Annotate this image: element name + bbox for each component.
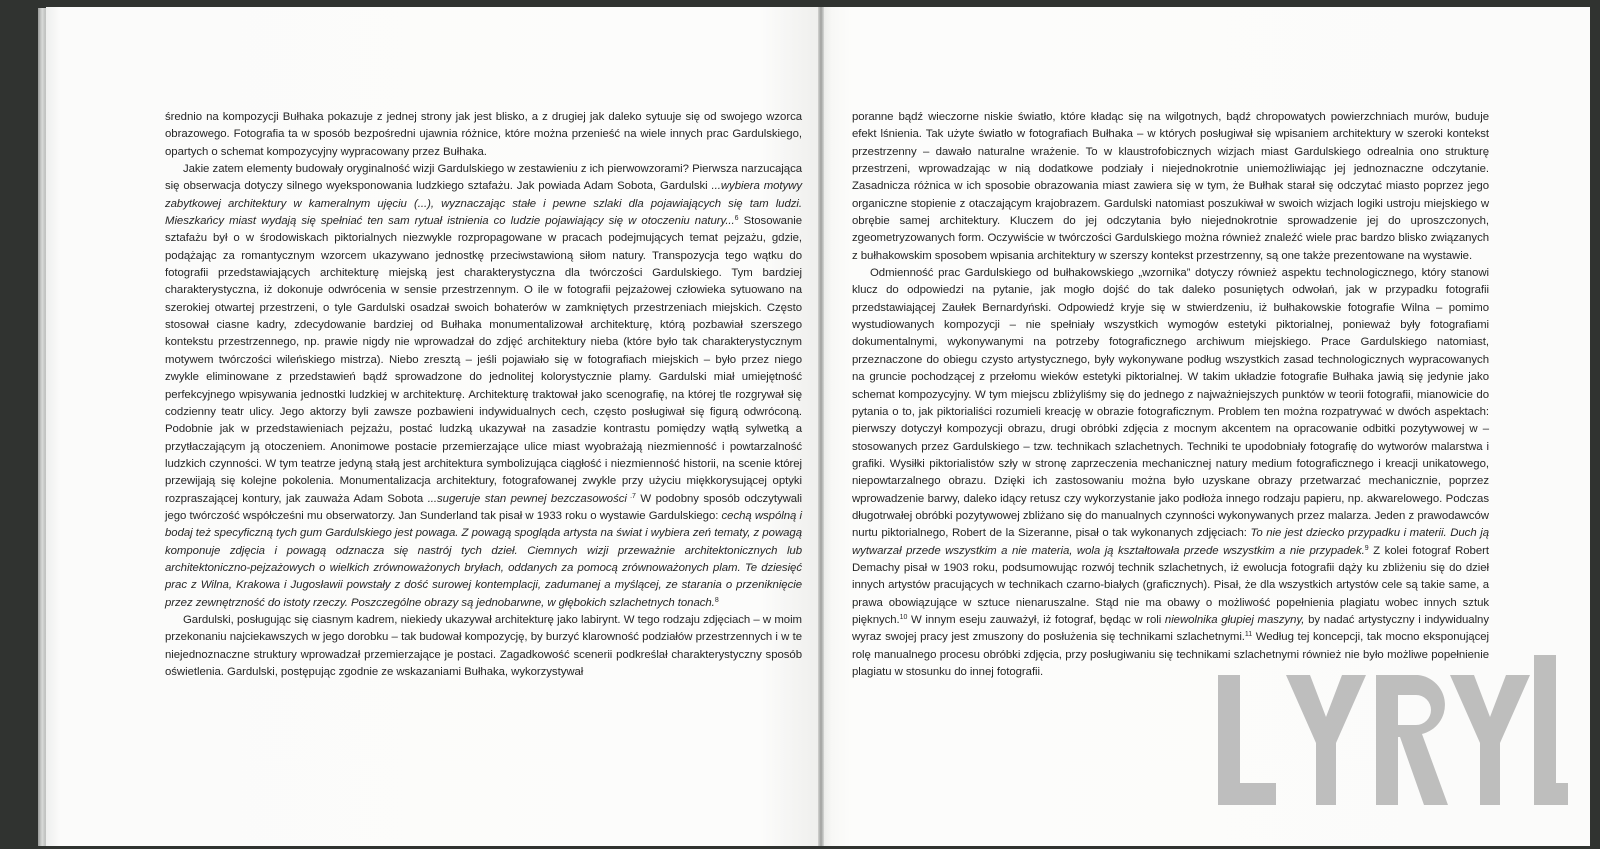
right-page-body-text (852, 109, 1489, 681)
footnote-marker: 8 (714, 596, 719, 604)
footnote-marker: 10 (899, 613, 908, 621)
quoted-text: ...sugeruje stan pewnej bezczasowości (427, 492, 627, 505)
text-run: Odmienność prac Gardulskiego od bułhakowskiego „wzornika” dotyczy również aspektu technologicznego, który stanowi klucz do odpowiedzi na pytanie, jak mogło dojść do tak daleko posuniętych odwołań, jak w przypadku fotografii przedstawiającej Zaułek Bernardyński. Odpowiedź kryje się w stwierdzeniu, iż bułhakowskie fotografie Wilna – pomimo wystudiowanych kompozycji – nie spełniały wszystkich wymogów estetyki piktorialnej, ponieważ były fotografiami dokumentalnymi, wykonywanymi na potrzeby fotograficznego archiwum miejskiego. Prace Gardulskiego natomiast, przeznaczone do obiegu czysto artystycznego, były wykonywane podług wszystkich zasad technologicznych wypracowanych na gruncie pochodzącej z przełomu wieków estetyki piktorialnej. W takim układzie fotografie Bułhaka jawią się jedynie jako schemat kompozycyjny. W tym miejscu zbliżyliśmy się do jednego z najważniejszych punktów w teorii fotografii, mianowicie do pytania o to, jak piktorialiści rozumieli kreację w obrazie fotograficznym. Problem ten można rozpatrywać w dwóch aspektach: pierwszy dotyczył kompozycji obrazu, drugi obróbki zdjęcia z mocnym akcentem na opracowanie odbitki pozytywowej w – stosowanych przez Gardulskiego – tzw. technikach szlachetnych. Techniki te upodobniały fotografię do wytworów malarstwa i grafiki. Wysiłki piktorialistów szły w stronę zaprzeczenia mechanicznej natury medium fotograficznego i kreacji unikatowego, niepowtarzalnego obrazu. Dzięki ich zastosowaniu można było uzyskane obrazy przetwarzać mechanicznie, poprzez wprowadzenie barwy, daleko idący retusz czy wykorzystanie jako podłoża innego rodzaju papieru, np. akwarelowego. Podczas długotrwałej obróbki pozytywowej zbliżano się do manualnych czynności wykonywanych przez malarza. Jeden z prawodawców nurtu piktorialnego, Robert de la Sizeranne, pisał o tak wykonanych zdjęciach: (852, 267, 1489, 540)
text-run: by nadać artystyczny i indywidualny wyraz swojej pracy jest zmuszony do posłużenia się technikami szlachetnymi. (852, 613, 1489, 644)
text-run: W innym eseju zauważył, iż fotograf, będąc w roli (907, 613, 1165, 626)
paragraph (852, 109, 1489, 265)
paragraph (165, 612, 802, 681)
text-run: Jakie zatem elementy budowały oryginalność wizji Gardulskiego w zestawieniu z ich pierwowzorami? Pierwsza narzucająca się obserwacja dotyczy silnego wyeksponowania ludzkiego sztafażu. Jak powiada Adam Sobota, Gardulski (165, 163, 802, 193)
watermark-logo (1218, 655, 1568, 805)
paragraph (165, 161, 802, 612)
paragraph (852, 265, 1489, 681)
book-gutter (818, 7, 824, 846)
left-page-body-text (165, 109, 802, 681)
footnote-marker: .7 (626, 492, 636, 500)
paragraph (165, 109, 802, 161)
text-run: Stosowanie sztafażu był o w środowiskach piktorialnych niezwykle rozpropagowane w pracach podejmujących temat pejzażu, gdzie, podążając za romantycznym wzorcem ukazywano jednostkę przeciwstawioną siłom natury. Transpozycja tego wątku do fotografii przedstawiających architekturę miejską jest charakterystyczna dla twórczości Gardulskiego. Tym bardziej charakterystyczna, iż dokonuje odwrócenia w sensie przestrzennym. O ile w fotografii pejzażowej człowieka sytuowano na szerokiej otwartej przestrzeni, o tyle Gardulski osadzał swoich bohaterów w zamkniętych przestrzeniach miejskich. Często stosował ciasne kadry, zdecydowanie bardziej od Bułhaka monumentalizował architekturę, którą pozbawiał szerszego kontekstu przestrzennego, np. prawie nigdy nie wprowadzał do zdjęć architektury nieba (które było tak charakterystycznym motywem twórczości wileńskiego mistrza). Niebo zresztą – jeśli pojawiało się w fotografiach miejskich – było przez niego zwykle eliminowane z przedstawień bądź sprowadzone do jednolitej kolorystycznie plamy. Gardulski miał umiejętność perfekcyjnego wpisywania jednostki ludzkiej w architekturę. Architekturę traktował jako scenografię, na której tle rozgrywał się codzienny teatr ulicy. Jego aktorzy byli zawsze pozbawieni indywidualnych cech, często posługiwał się figurą odwróconą. Podobnie jak w przedstawieniach pejzażu, postać ludzką ukazywał na zasadzie kontrastu pomiędzy wątłą sylwetką a przytłaczającym ją otoczeniem. Anonimowe postacie przemierzające ulice miast wyobrażają niezmienność i powtarzalność ludzkich czynności. W tym teatrze jedyną stałą jest architektura symbolizująca ciągłość i niezmienność historii, na scenie której przewijają się kolejne pokolenia. Monumentalizacja architektury, fotografowanej zwykle przy użyciu miękkorysującej optyki rozpraszającej kontury, jak zauważa Adam Sobota (165, 215, 802, 505)
text-run: W podobny sposób odczytywali jego twórczość współcześni mu obserwatorzy. Jan Sunderland tak pisał w 1933 roku o wystawie Gardulskiego: (165, 492, 803, 522)
quoted-text: ...wybiera motywy zabytkowej architektury w kameralnym ujęciu (...), wyznaczając stałe i pewne szlaki dla pojawiających się tam ludzi. Mieszkańcy miast wydają się spełniać ten sam rytuał istnienia co ludzie pojawiający się w otoczeniu natury... (165, 180, 802, 228)
quoted-text: niewolnika głupiej maszyny, (1164, 613, 1305, 626)
text-run: średnio na kompozycji Bułhaka pokazuje z jednej strony jak jest blisko, a z drugiej jak daleko sytuuje się od swojego wzorca obrazowego. Fotografia ta w sposób bezpośredni ujawnia różnice, które można przenieść na wiele innych prac Gardulskiego, opartych o schemat kompozycyjny wypracowany przez Bułhaka. (165, 111, 802, 158)
text-run: poranne bądź wieczorne niskie światło, które kładąc się na wilgotnych, bądź chropowatych powierzchniach murów, buduje efekt lśnienia. Tak użyte światło w fotografiach Bułhaka – w których posługiwał się wpisaniem architektury w szeroki kontekst przestrzenny – dawało naturalne wrażenie. To w klaustrofobicznych wizjach miast Gardulskiego odrealnia ono strukturę przestrzeni, wprowadzając w nią dodatkowe podziały i niejednokrotnie uniemożliwiając jej jednoznaczne odczytanie. Zasadnicza różnica w ich sposobie obrazowania miast zawiera się w tym, że Bułhak starał się odczytać miasto poprzez jego organiczne stopienie z otaczającym krajobrazem. Gardulski natomiast poszukiwał w swoich wizjach logiki ustroju miejskiego w obrębie samej architektury. Kluczem do jej odczytania było niejednokrotnie sprowadzenie jej do uproszczonych, zgeometryzowanych form. Oczywiście w twórczości Gardulskiego można również znaleźć wiele prac bardzo blisko związanych z bułhakowskim sposobem wpisania architektury w szerszy kontekst przestrzenny, są one także prezentowane na wystawie. (852, 111, 1489, 262)
footnote-marker: 9 (1364, 544, 1369, 552)
text-run: Z kolei fotograf Robert Demachy pisał w 1903 roku, podsumowując rozwój technik szlachetnych, iż ewolucja fotografii dąży ku zbliżeniu się do dzieł innych artystów pracujących w technikach czarno-białych (graficznych). Pisał, że dla wszystkich artystów cele są takie same, a prawa obowiązujące w sztuce nienaruszalne. Stąd nie ma obawy o możliwość popełnienia plagiatu wobec innych sztuk pięknych. (852, 544, 1489, 626)
footnote-marker: 11 (1244, 631, 1253, 639)
quoted-text: To nie jest dziecko przypadku i materii. Duch ją wytwarzał przede wszystkim a nie materia, wola ją kształtowała przede wszystkim a nie przypadek. (852, 527, 1489, 557)
quoted-text: cechą wspólną i bodaj też specyficzną tych gum Gardulskiego jest powaga. Z powagą spogląda artysta na świat i wybiera zeń tematy, z powagą komponuje zdjęcia i powagą odznacza się nastrój tych dzieł. Ciemnych wizji przeważnie architektonicznych lub architektoniczno-pejzażowych o wielkich zrównoważonych bryłach, oddanych za pomocą zrównoważonych plam. Te dziesięć prac z Wilna, Krakowa i Jugosławii powstały z dość surowej kontemplacji, zadumanej a myślącej, ze starania o przeniknięcie przez zewnętrzność do istoty rzeczy. Poszczególne obrazy są jednobarwne, w głębokich szlachetnych tonach. (165, 509, 802, 609)
text-run: Gardulski, posługując się ciasnym kadrem, niekiedy ukazywał architekturę jako labirynt. W tego rodzaju zdjęciach – w moim przekonaniu najciekawszych w jego dorobku – tak budował kompozycję, by burzyć klarowność podziałów przestrzennych i w te niejednoznaczne struktury wprowadzał przemierzające je postaci. Zagadkowość scenerii podkreślał charakterystyczny sposób oświetlenia. Gardulski, postępując zgodnie ze wskazaniami Bułhaka, wykorzystywał (165, 613, 802, 678)
footnote-marker: 6 (734, 215, 739, 223)
text-run: Według tej koncepcji, tak mocno eksponującej rolę manualnego procesu obróbki zdjęcia, przy posługiwaniu się technikami szlachetnymi również nie było możliwe popełnienie plagiatu w stosunku do innej fotografii. (852, 631, 1489, 678)
